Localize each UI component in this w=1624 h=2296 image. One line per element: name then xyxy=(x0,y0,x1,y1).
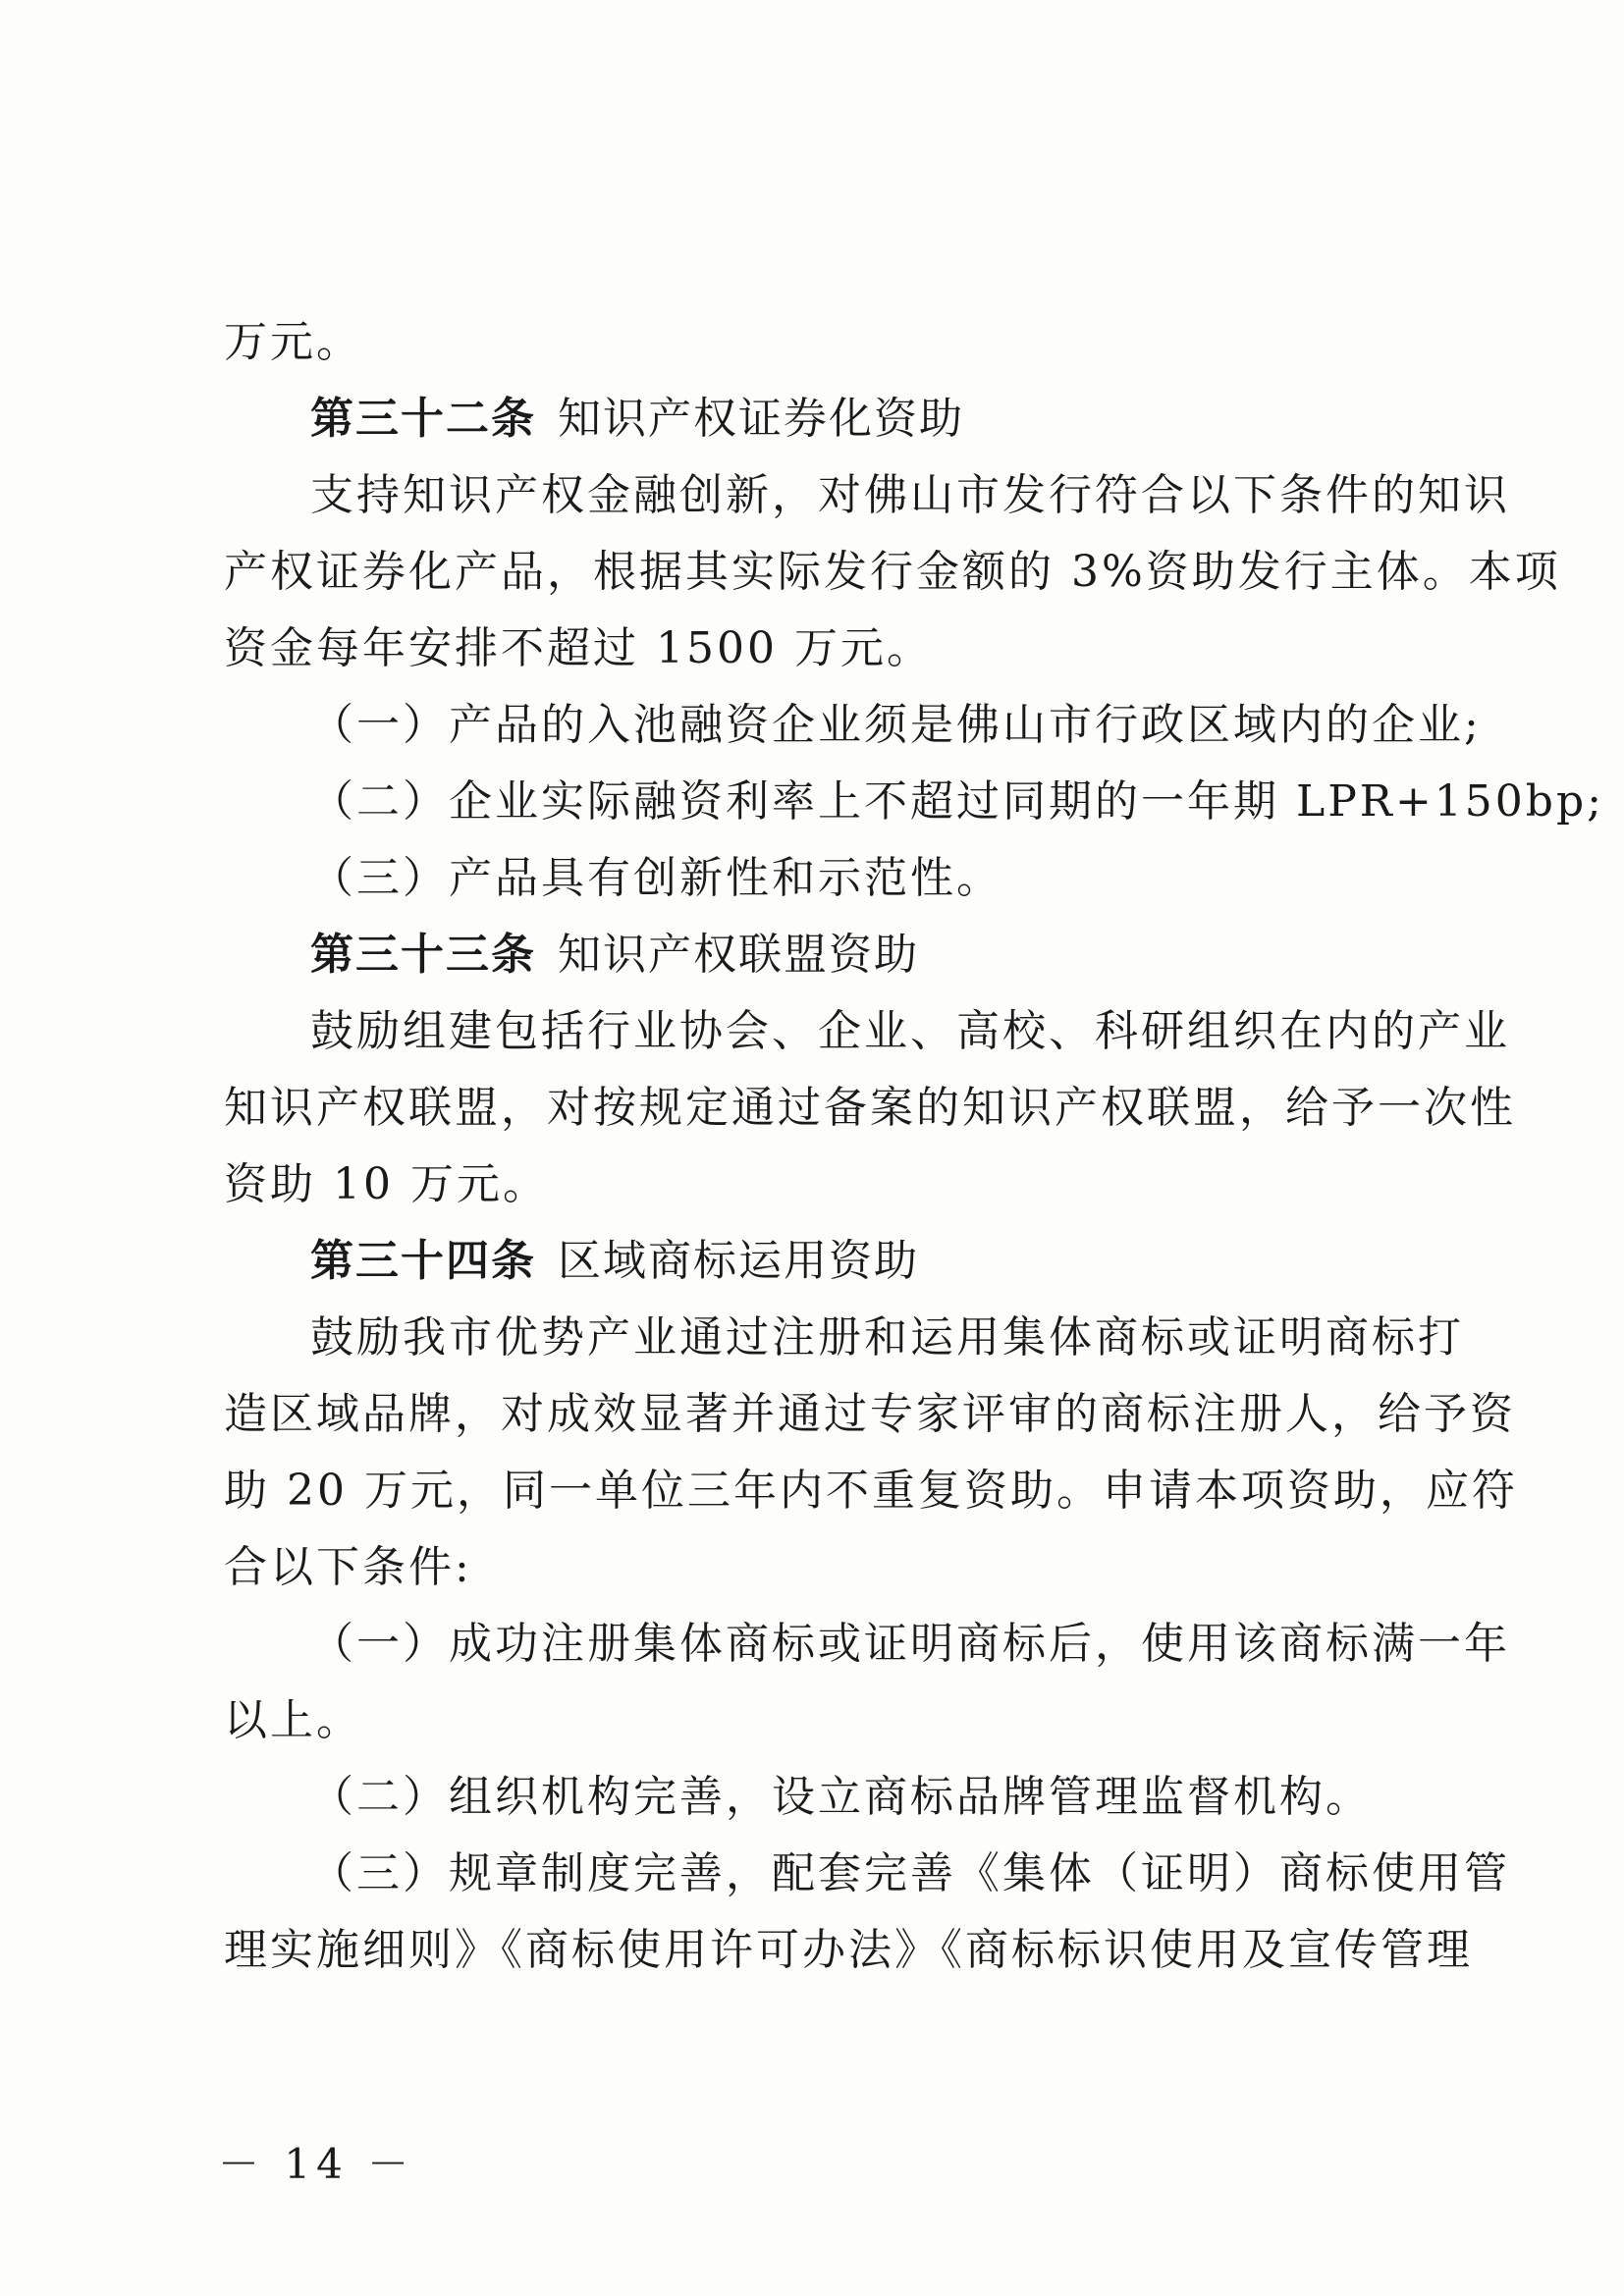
paragraph-line: 支持知识产权金融创新，对佛山市发行符合以下条件的知识 xyxy=(310,470,1510,520)
article-33-heading xyxy=(224,917,1426,993)
list-item-continuation: 理实施细则》《商标使用许可办法》《商标标识使用及宣传管理 xyxy=(224,1925,1473,1975)
paragraph-line: 资助 10 万元。 xyxy=(224,1159,549,1209)
paragraph-line: 知识产权联盟，对按规定通过备案的知识产权联盟，给予一次性 xyxy=(224,1083,1516,1133)
list-item-continuation: 以上。 xyxy=(224,1695,362,1745)
paragraph-line: 鼓励组建包括行业协会、企业、高校、科研组织在内的产业 xyxy=(310,1006,1510,1056)
paragraph-line: 产权证券化产品，根据其实际发行金额的 3%资助发行主体。本项 xyxy=(224,547,1561,597)
paragraph-line: 鼓励我市优势产业通过注册和运用集体商标或证明商标打 xyxy=(310,1312,1464,1362)
article-34-heading xyxy=(224,1223,1426,1300)
list-item: （三）规章制度完善，配套完善《集体（证明）商标使用管 xyxy=(310,1848,1510,1898)
text-line: 万元。 xyxy=(224,317,362,367)
list-item: （二）企业实际融资利率上不超过同期的一年期 LPR+150bp; xyxy=(310,776,1604,827)
paragraph-line: 合以下条件: xyxy=(224,1542,472,1592)
article-title: 区域商标运用资助 xyxy=(558,1236,919,1286)
article-number: 第三十四条 xyxy=(310,1236,536,1286)
paragraph-line: 助 20 万元，同一单位三年内不重复资助。申请本项资助，应符 xyxy=(224,1466,1518,1516)
article-title: 知识产权证券化资助 xyxy=(558,394,964,444)
page-number: － 14 － xyxy=(218,2140,415,2188)
list-item: （一）成功注册集体商标或证明商标后，使用该商标满一年 xyxy=(310,1619,1510,1669)
paragraph-line: 造区域品牌，对成效显著并通过专家评审的商标注册人，给予资 xyxy=(224,1389,1516,1439)
paragraph-line: 资金每年安排不超过 1500 万元。 xyxy=(224,623,933,673)
list-item: （一）产品的入池融资企业须是佛山市行政区域内的企业; xyxy=(310,700,1482,750)
list-item: （二）组织机构完善，设立商标品牌管理监督机构。 xyxy=(310,1772,1372,1822)
article-number: 第三十二条 xyxy=(310,394,536,444)
document-body xyxy=(224,304,1604,1989)
list-item: （三）产品具有创新性和示范性。 xyxy=(310,853,1002,903)
article-title: 知识产权联盟资助 xyxy=(558,930,919,980)
article-32-heading xyxy=(224,381,1426,457)
article-number: 第三十三条 xyxy=(310,930,536,980)
